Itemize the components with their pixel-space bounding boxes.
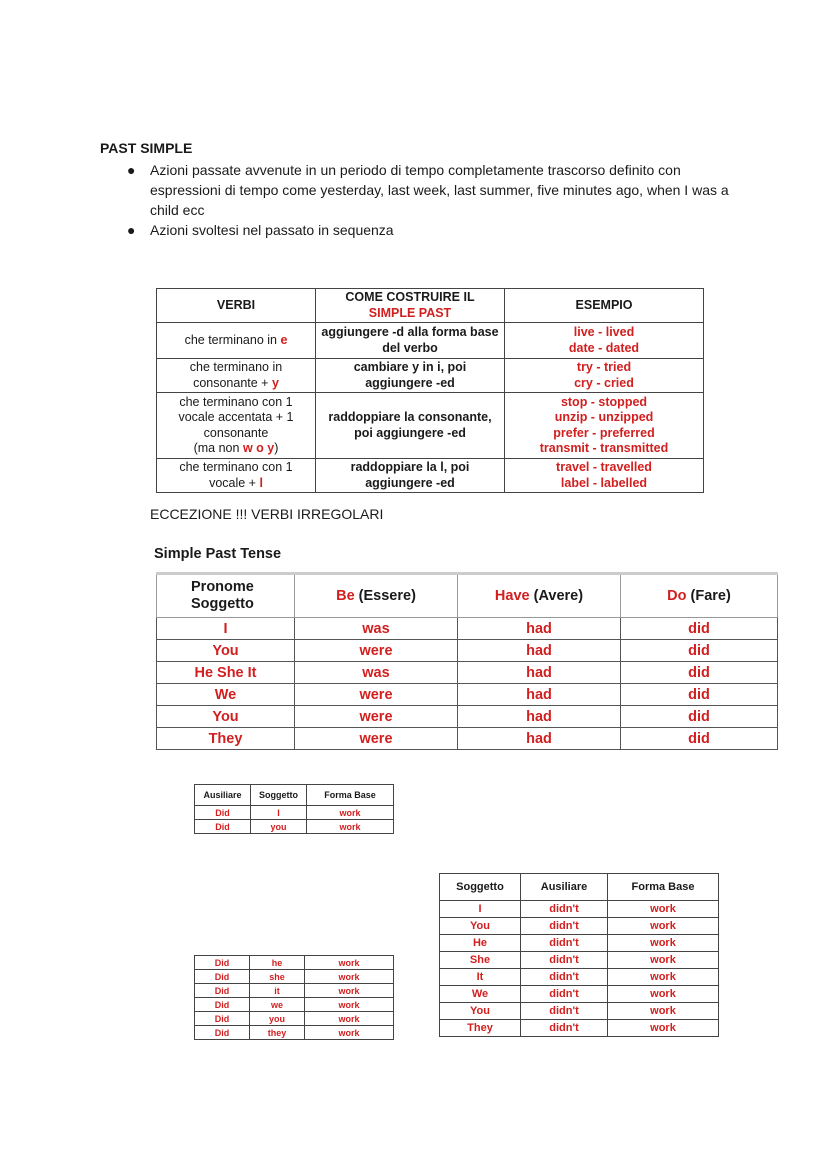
question-table-a (194, 784, 394, 834)
table-row (157, 618, 778, 640)
base-form-cell: work (608, 1003, 719, 1020)
auxiliary-cell: didn't (521, 1003, 608, 1020)
header-be: Be (Essere) (295, 574, 458, 618)
subject-cell: he (250, 956, 305, 970)
table-row (440, 1020, 719, 1037)
table-row (440, 935, 719, 952)
base-form-cell: work (305, 956, 394, 970)
be-cell: were (295, 684, 458, 706)
auxiliary-cell: Did (195, 984, 250, 998)
auxiliary-cell: Did (195, 1026, 250, 1040)
rule-cell: cambiare y in i, poi aggiungere -ed (316, 359, 505, 393)
have-cell: had (458, 728, 621, 750)
rule-cell: raddoppiare la l, poi aggiungere -ed (316, 459, 505, 493)
auxiliary-cell: Did (195, 806, 251, 820)
auxiliary-cell: didn't (521, 952, 608, 969)
auxiliary-cell: didn't (521, 986, 608, 1003)
subject-cell: you (250, 1012, 305, 1026)
table-row (195, 956, 394, 970)
pronoun-cell: You (157, 706, 295, 728)
base-form-cell: work (307, 820, 394, 834)
subject-cell: You (440, 918, 521, 935)
negative-table (439, 873, 719, 1037)
subject-cell: I (251, 806, 307, 820)
example-cell: travel - travelled label - labelled (505, 459, 704, 493)
verb-cell: che terminano in consonante + y (157, 359, 316, 393)
table-row (440, 952, 719, 969)
base-form-cell: work (305, 998, 394, 1012)
table-row (440, 1003, 719, 1020)
table-row (157, 728, 778, 750)
bullet-item: ● Azioni svoltesi nel passato in sequenza (127, 222, 394, 238)
be-cell: was (295, 662, 458, 684)
header-do: Do (Fare) (621, 574, 778, 618)
table-row (195, 820, 394, 834)
header-verbi: VERBI (157, 289, 316, 323)
be-cell: were (295, 728, 458, 750)
header-forma-base: Forma Base (307, 785, 394, 806)
have-cell: had (458, 618, 621, 640)
bullet-list (100, 160, 740, 240)
do-cell: did (621, 684, 778, 706)
pronoun-cell: You (157, 640, 295, 662)
table-row (195, 970, 394, 984)
pronoun-cell: They (157, 728, 295, 750)
table-row (195, 1012, 394, 1026)
question-table-b (194, 955, 394, 1040)
table-row (440, 969, 719, 986)
base-form-cell: work (307, 806, 394, 820)
rule-cell: aggiungere -d alla forma base del verbo (316, 323, 505, 359)
subject-cell: they (250, 1026, 305, 1040)
header-esempio: ESEMPIO (505, 289, 704, 323)
subject-cell: I (440, 901, 521, 918)
base-form-cell: work (608, 935, 719, 952)
table-row (157, 706, 778, 728)
subject-cell: They (440, 1020, 521, 1037)
subject-cell: He (440, 935, 521, 952)
auxiliary-cell: Did (195, 820, 251, 834)
base-form-cell: work (608, 901, 719, 918)
verb-cell: che terminano in e (157, 323, 316, 359)
header-pronome: Pronome Soggetto (157, 574, 295, 618)
base-form-cell: work (608, 1020, 719, 1037)
table-row (440, 986, 719, 1003)
auxiliary-cell: Did (195, 970, 250, 984)
have-cell: had (458, 706, 621, 728)
irregular-verbs-table (156, 572, 778, 750)
header-forma-base: Forma Base (608, 874, 719, 901)
table-row (157, 393, 704, 459)
rules-table (156, 288, 704, 493)
auxiliary-cell: Did (195, 956, 250, 970)
have-cell: had (458, 640, 621, 662)
auxiliary-cell: Did (195, 998, 250, 1012)
table-row (157, 459, 704, 493)
subject-cell: it (250, 984, 305, 998)
auxiliary-cell: didn't (521, 935, 608, 952)
header-soggetto: Soggetto (440, 874, 521, 901)
subject-cell: She (440, 952, 521, 969)
table-row (440, 901, 719, 918)
exception-heading: ECCEZIONE !!! VERBI IRREGOLARI (150, 506, 384, 522)
header-come-costruire: COME COSTRUIRE IL SIMPLE PAST (316, 289, 505, 323)
have-cell: had (458, 684, 621, 706)
table-row (440, 918, 719, 935)
header-soggetto: Soggetto (251, 785, 307, 806)
be-cell: was (295, 618, 458, 640)
pronoun-cell: We (157, 684, 295, 706)
pronoun-cell: He She It (157, 662, 295, 684)
verb-cell: che terminano con 1 vocale + l (157, 459, 316, 493)
verb-cell: che terminano con 1 vocale accentata + 1 consonante (ma non w o y) (157, 393, 316, 459)
bullet-item: ● Azioni passate avvenute in un periodo di tempo completamente trascorso definito con espressioni di tempo come yesterday, last week, last summer, five minutes ago, when I was a child ecc (127, 162, 729, 218)
table-row (195, 984, 394, 998)
table-row (195, 1026, 394, 1040)
subject-cell: We (440, 986, 521, 1003)
example-cell: stop - stopped unzip - unzipped prefer - preferred transmit - transmitted (505, 393, 704, 459)
base-form-cell: work (305, 970, 394, 984)
auxiliary-cell: didn't (521, 901, 608, 918)
page-title: PAST SIMPLE (100, 140, 193, 156)
base-form-cell: work (608, 969, 719, 986)
base-form-cell: work (305, 984, 394, 998)
table-row (157, 323, 704, 359)
table-row (157, 359, 704, 393)
base-form-cell: work (305, 1012, 394, 1026)
subject-cell: you (251, 820, 307, 834)
auxiliary-cell: didn't (521, 918, 608, 935)
header-ausiliare: Ausiliare (521, 874, 608, 901)
subject-cell: we (250, 998, 305, 1012)
subject-cell: You (440, 1003, 521, 1020)
have-cell: had (458, 662, 621, 684)
example-cell: live - lived date - dated (505, 323, 704, 359)
rule-cell: raddoppiare la consonante, poi aggiungere -ed (316, 393, 505, 459)
base-form-cell: work (608, 952, 719, 969)
table-row (195, 806, 394, 820)
subject-cell: she (250, 970, 305, 984)
base-form-cell: work (608, 918, 719, 935)
be-cell: were (295, 706, 458, 728)
table-row (157, 684, 778, 706)
auxiliary-cell: didn't (521, 969, 608, 986)
table-row (195, 998, 394, 1012)
example-cell: try - tried cry - cried (505, 359, 704, 393)
do-cell: did (621, 706, 778, 728)
table-row (157, 662, 778, 684)
do-cell: did (621, 618, 778, 640)
simple-past-title: Simple Past Tense (154, 546, 282, 562)
auxiliary-cell: didn't (521, 1020, 608, 1037)
auxiliary-cell: Did (195, 1012, 250, 1026)
pronoun-cell: I (157, 618, 295, 640)
base-form-cell: work (305, 1026, 394, 1040)
table-row (157, 640, 778, 662)
subject-cell: It (440, 969, 521, 986)
do-cell: did (621, 728, 778, 750)
bullet-dot-icon: ● (127, 222, 136, 238)
header-ausiliare: Ausiliare (195, 785, 251, 806)
do-cell: did (621, 640, 778, 662)
bullet-dot-icon: ● (127, 162, 136, 178)
header-have: Have (Avere) (458, 574, 621, 618)
be-cell: were (295, 640, 458, 662)
do-cell: did (621, 662, 778, 684)
base-form-cell: work (608, 986, 719, 1003)
